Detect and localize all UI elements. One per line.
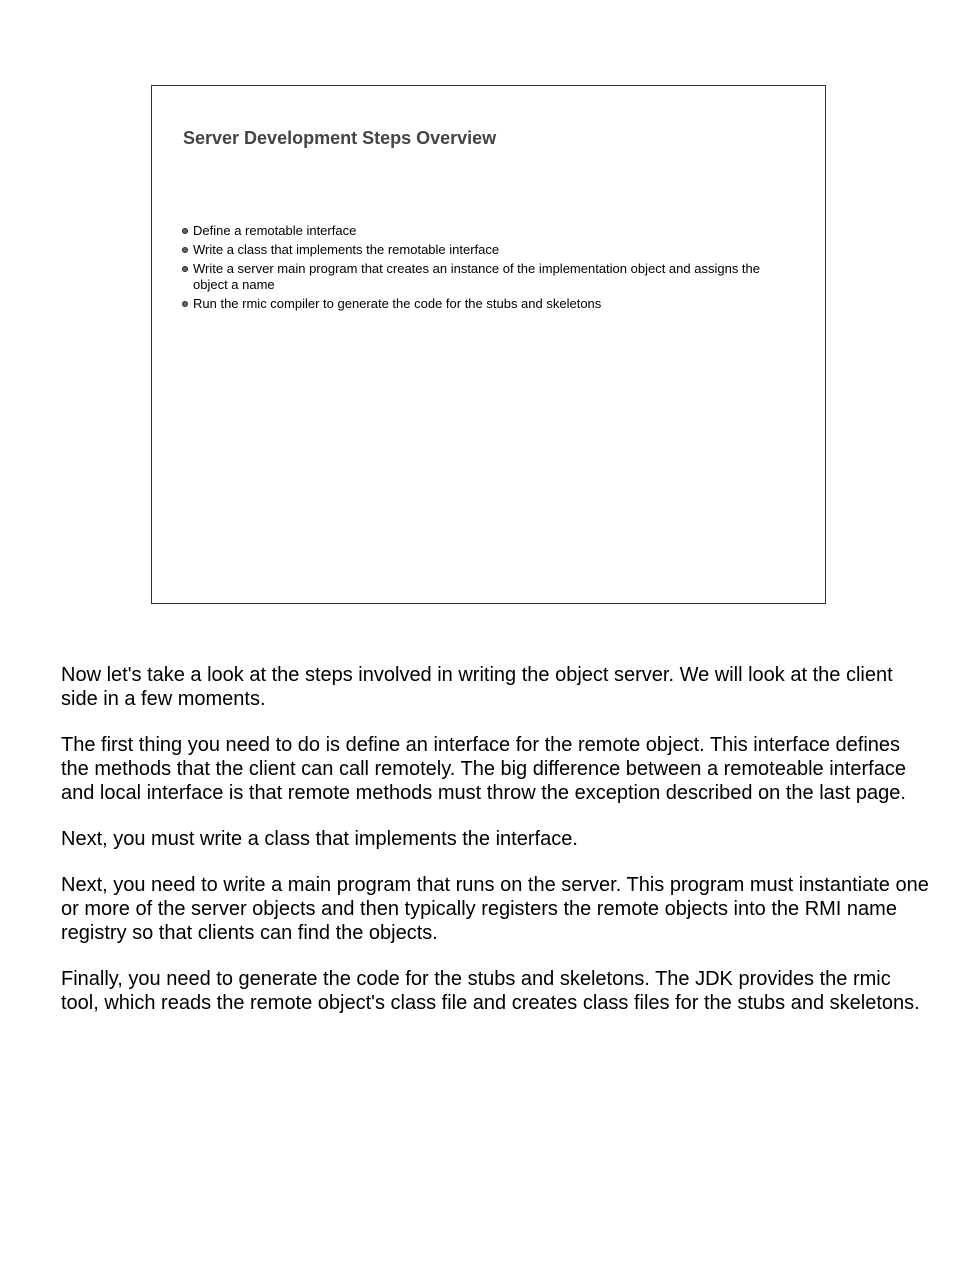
slide-title: Server Development Steps Overview (183, 128, 497, 148)
notes-paragraph: Now let's take a look at the steps involved in writing the object server. We will look at the client side in a few moments. (61, 664, 893, 710)
bullet-dot-icon (182, 266, 188, 272)
notes-paragraph: Next, you must write a class that implements the interface. (61, 828, 578, 850)
bullet-dot-icon (182, 301, 188, 307)
bullet-dot-icon (182, 228, 188, 234)
slide-bullet-text: Run the rmic compiler to generate the code for the stubs and skeletons (193, 296, 602, 311)
notes-paragraph: The first thing you need to do is define an interface for the remote object. This interface defines the methods that the client can call remotely. The big difference between a remoteable interface and local interface is that remote methods must throw the exception described on the last page. (61, 734, 906, 804)
slide-bullet-text: Write a server main program that creates an instance of the implementation object and assigns the object a name (193, 261, 760, 292)
notes-paragraph: Finally, you need to generate the code for the stubs and skeletons. The JDK provides the rmic tool, which reads the remote object's class file and creates class files for the stubs and skeletons. (61, 968, 920, 1014)
slide-thumbnail (151, 85, 826, 604)
slide-bullet-list (182, 223, 792, 315)
speaker-notes (61, 663, 931, 1037)
slide-bullet-item (182, 296, 792, 312)
bullet-dot-icon (182, 247, 188, 253)
slide-bullet-text: Define a remotable interface (193, 223, 357, 238)
slide-bullet-item (182, 223, 792, 239)
slide-bullet-item (182, 261, 792, 293)
slide-bullet-text: Write a class that implements the remotable interface (193, 242, 500, 257)
slide-bullet-item (182, 242, 792, 258)
notes-paragraph: Next, you need to write a main program that runs on the server. This program must instantiate one or more of the server objects and then typically registers the remote objects into the RMI name registry so that clients can find the objects. (61, 874, 929, 944)
